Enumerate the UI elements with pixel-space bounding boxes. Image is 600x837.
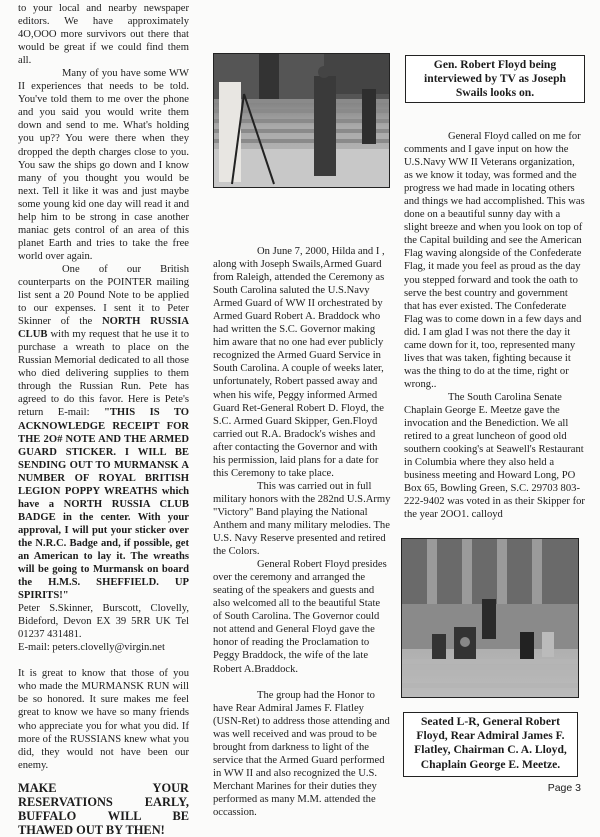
paragraph-murmansk-run: It is great to know that those of you who made the MURMANSK RUN will be so honored. It sure makes me feel great to know we have so many friends who appreciate you for what you did. If more of the RUSSIANS knew what you did, they would not have been our enemy. [18,668,189,771]
paragraph-general-floyd-comments: General Floyd called on me for comments and I gave input on how the U.S.Navy WW II Veterans organization, as we know it today, was formed and the progress we had made in locating others and things we had accomplished. This was done on a beautiful sunny day with a slight breeze and when you look on top of the Capital building and see the American Flag waving alongside of the Confederate Flag, it made you feel as proud as the day you stepped forward and took the oath to serve the best country and government that has ever existed. The Confederate Flag was to come down in a few days and did. I am glad I was not there the day it came down for it, too, represented many lives that was taken, fighting because it was the thing to do at the time, right or wrong.. [404,131,585,390]
photo-seated-officials [401,538,579,698]
north-russia-club-text: NORTH RUSSIA CLUB [18,316,190,341]
photo-seated-officials-image [402,539,578,697]
paragraph-intro: to your local and nearby newspaper editors. We have approximately 4O,OOO more survivors out there that would be great if we could find them all. [18,3,189,67]
left-column [18,2,189,837]
paragraph-senate-chaplain: The South Carolina Senate Chaplain George E. Meetze gave the invocation and the Benediction. We all retired to a great luncheon of good old southern cooking's at Seawell's Restaurant in Columbia where they also held a business meeting and Howard Long, PO Box 65, Bowling Green, S.C. 29703 803-222-9402 was voted in as their Skipper for the year 2OO1. calloyd [404,391,585,521]
caption-tv-interview: Gen. Robert Floyd being interviewed by TV as Joseph Swails looks on. [405,55,585,103]
paragraph-british-counterparts: One of our British counterparts on the POINTER mailing list sent a 20 Pound Note to be applied to our expenses. I sent it to Peter Skinner of the NORTH RUSSIA CLUB with my request that he use it to purchase a wreath to place on the Russian Memorial dedicated to all those who died delivering supplies to them through the Russian Run. Pete has agreed to do this favor. Here is Pete's return E-mail: "THIS IS TO ACKNOWLEDGE RECEIPT FOR THE 2O# NOTE AND THE ARMED GUARD STICKER. I WILL BE SENDING OUT TO MURMANSK A NUMBER OF ROYAL BRITISH LEGION POPPY WREATHS which have a NORTH RUSSIA CLUB BADGE in the center. With your approval, I will put your sticker over the N.R.C. Badge and, if possible, get an American to lay it. The wreaths will be going to Murmansk on board the H.M.S. SHEFFIELD. UP SPIRITS!" [18,263,190,602]
page-number: Page 3 [547,782,581,794]
paragraph-military-honors: This was carried out in full military honors with the 282nd U.S.Army "Victory" Band playing the National Anthem and many military melodies. The U.S. Navy Reserve presented and retired the Colors. [213,480,391,558]
paragraph-experiences: Many of you have some WW II experiences that needs to be told. You've told them to me over the phone and you said you would write them down and send to me. What's holding you up?? You were there when they dropped the depth charges close to you. You saw the ships go down and I know many of you thought you would be next. Tell it like it was and just maybe some young kid one day will read it and help him to be strong in case another maniac gets control of an area of this planet Earth and tries to take the free world over again. [18,68,189,262]
paragraph-ceremony: On June 7, 2000, Hilda and I , along with Joseph Swails,Armed Guard from Raleigh, attended the Ceremony as South Carolina saluted the U.S.Navy Armed Guard of WW II orchestrated by Armed Guard Robert A. Braddock who had written the S.C. Governor making him aware that no one had ever publicly recognized the Armed Guard Service in South Carolina. A couple of weeks later, unfortunately, Robert passed away and when his wife, Peggy informed Armed Guard Ret-General Robert D. Floyd, the S.C. Armed Guard Skipper, Gen.Floyd carried out R.A. Bradock's wishes and after contacting the Governor and with his permission, laid plans for a date for this Ceremony to take place. [213,246,385,479]
paragraph-rear-admiral: The group had the Honor to have Rear Admiral James F. Flatley (USN-Ret) to address those attending and was well received and was proud to be brought from darkness to light of the service that the Armed Guard performed in WW II and also recognized the U.S. Merchant Marines for their duties they performed as many M.M. attended the occassion. [213,689,390,818]
paragraph-general-floyd: General Robert Floyd presides over the ceremony and arranged the seating of the speakers and guests and also welcomed all to the beautiful State of South Carolina. The Governor could not attend and General Floyd gave the honor of reading the Proclamation to Peggy Braddock, the wife of the late Robert A.Braddock. [213,559,387,675]
photo-tv-interview-image [214,54,389,187]
signature-address: Peter S.Skinner, Burscott, Clovelly, Bideford, Devon EX 39 5RR UK Tel 01237 431481. [18,603,189,641]
photo-tv-interview [213,53,390,188]
caption-seated-officials: Seated L-R, General Robert Floyd, Rear Admiral James F. Flatley, Chairman C. A. Lloyd, Chaplain George E. Meetze. [403,712,578,777]
right-column [404,130,586,521]
quoted-email: "THIS IS TO ACKNOWLEDGE RECEIPT FOR THE 2O# NOTE AND THE ARMED GUARD STICKER. I WILL BE SENDING OUT TO MURMANSK A NUMBER OF ROYAL BRITISH LEGION POPPY WREATHS which have a NORTH RUSSIA CLUB BADGE in the center. With your approval, I will put your sticker over the N.R.C. Badge and, if possible, get an American to lay it. The wreaths will be going to Murmansk on board the H.M.S. SHEFFIELD. UP SPIRITS!" [18,407,189,602]
middle-column [213,245,391,819]
closing-reservations: MAKE YOUR RESERVATIONS EARLY, BUFFALO WILL BE THAWED OUT BY THEN! [18,780,189,837]
signature-email: E-mail: peters.clovelly@virgin.net [18,642,165,654]
